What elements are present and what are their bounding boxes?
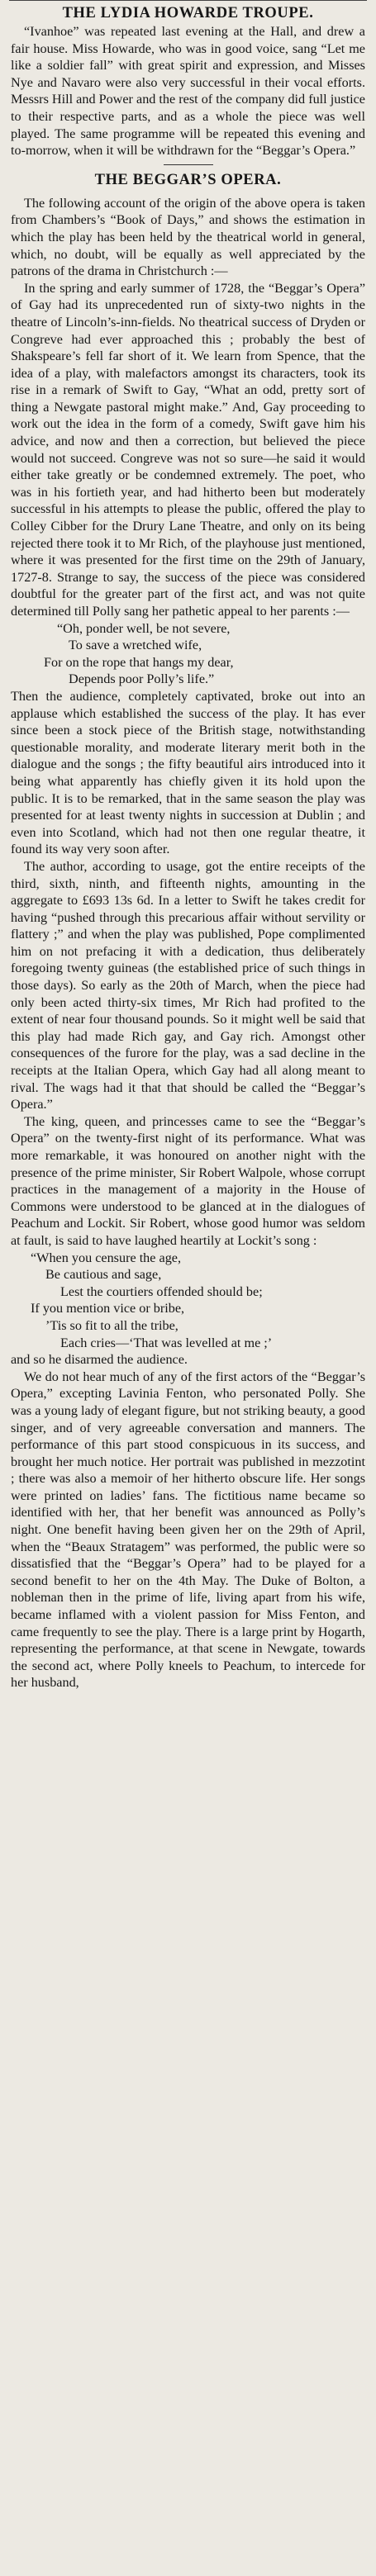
polly-verse <box>11 620 365 688</box>
verse-line: ’Tis so fit to all the tribe, <box>45 1317 178 1333</box>
troupe-paragraph: “Ivanhoe” was repeated last evening at the Hall, and drew a fair house. Miss Howarde, who was in good voice, sang “Let me like a soldier fall” with great spirit and expression, and Misses Nye and Navaro were also very successful in their vocal efforts. Messrs Hill and Power and the rest of the company did full justice to their respective parts, and as a whole the piece was well played. The same programme will be repeated this evening and to-morrow, when it will be withdrawn for the “Beggar’s Opera.” <box>11 24 365 159</box>
verse-line: Be cautious and sage, <box>45 1267 162 1283</box>
intro-paragraph: The following account of the origin of the above opera is taken from Chambers’s “Book of Days,” and shows the estimation in which the play has been held by the theatrical world in general, which, no doubt, will be equally as well appreciated by the patrons of the drama in Christchurch :— <box>11 195 365 279</box>
section-divider <box>164 164 213 165</box>
verse-line: “Oh, ponder well, be not severe, <box>57 620 231 636</box>
verse-line: For on the rope that hangs my dear, <box>44 654 234 670</box>
body-paragraph-4: The king, queen, and princesses came to see the “Beggar’s Opera” on the twenty-first night of its performance. What was more remarkable, it was honoured on another night with the presence of the prime minister, Sir Robert Walpole, whose corrupt practices in the management of a majority in the House of Commons were understood to be glanced at in the dialogues of Peachum and Lockit. Sir Robert, whose good humor was seldom at fault, is said to have laughed heartily at Lockit’s song : <box>11 1113 365 1248</box>
verse-line: Depends poor Polly’s life.” <box>69 671 215 687</box>
verse-line: To save a wretched wife, <box>69 638 202 653</box>
verse-line: If you mention vice or bribe, <box>31 1301 185 1316</box>
verse-line: Each cries—‘That was levelled at me ;’ <box>60 1335 273 1350</box>
body-paragraph-6: We do not hear much of any of the first actors of the “Beggar’s Opera,” excepting Lavinia Fenton, who personated Polly. She was a young lady of elegant figure, but not striking beauty, a good singer, and of very agreeable conversation and manners. The performance of this part stood conspicuous in its success, and brought her much notice. Her portrait was published in mezzotint ; there was also a memoir of her hitherto obscure life. Her songs were printed on ladies’ fans. The fictitious name became so identified with her, that her benefit was announced as Polly’s night. One benefit having been given her on the 29th of April, when the “Beaux Stratagem” was performed, the public were so dissatisfied that the “Beggar’s Opera” had to be played for a second benefit to her on the 4th May. The Duke of Bolton, a nobleman then in the prime of life, living apart from his wife, became inflamed with a violent passion for Miss Fenton, and came frequently to see the play. There is a large print by Hogarth, representing the performance, at that scene in Newgate, towards the second act, where Polly kneels to Peachum, to intercede for her husband, <box>11 1369 365 1691</box>
verse-line: Lest the courtiers offended should be; <box>60 1283 263 1299</box>
article-title-troupe: THE LYDIA HOWARDE TROUPE. <box>62 5 314 21</box>
body-paragraph-2: Then the audience, completely captivated, broke out into an applause which established the success of the play. It has ever since been a stock piece of the British stage, notwithstanding questionable morality, and moderate literary merit both in the dialogue and the songs ; the fifty beautiful airs introduced into it being what apparently has chiefly given it its hold upon the public. It is to be remarked, that in the same season the play was presented for at least twenty nights in succession at Dublin ; and even into Scotland, which had not then one regular theatre, it found its way very soon after. <box>11 688 365 857</box>
article-title-beggars-opera: THE BEGGAR’S OPERA. <box>94 171 282 188</box>
verse-line: “When you censure the age, <box>31 1250 182 1265</box>
body-paragraph-1: In the spring and early summer of 1728, the “Beggar’s Opera” of Gay had its unprecedented run of sixty-two nights in the theatre of Lincoln’s-inn-fields. No theatrical success of Dryden or Congreve had ever approached this ; probably the best of Shakspeare’s fell far short of it. We learn from Spence, that the idea of a play, with malefactors amongst its characters, took its rise in a remark of Swift to Gay, “What an odd, pretty sort of thing a Newgate pastoral might make.” And, Gay proceeding to work out the idea in the form of a comedy, Swift gave him his advice, and now and then a correction, but believed the piece would not succeed. Congreve was not so sure—he said it would either take greatly or be condemned extremely. The poet, who was in his fortieth year, and had hitherto been but moderately successful in his attempts to please the public, offered the play to Colley Cibber for the Drury Lane Theatre, and only on its being rejected there took it to Mr Rich, of the playhouse just mentioned, where it was presented for the first time on the 29th of January, 1727-8. Strange to say, the success of the piece was considered doubtful for the greater part of the first act, and was not quite determined till Polly sang her pathetic appeal to her parents :— <box>11 280 365 619</box>
body-paragraph-3: The author, according to usage, got the entire receipts of the third, sixth, ninth, and fifteenth nights, amounting in the aggregate to £693 13s 6d. In a letter to Swift he takes credit for having “pushed through this precarious affair without servility or flattery ;” and when the play was published, Pope complimented him on not prefacing it with a dedication, thus deliberately foregoing twenty guineas (the established price of such things in those days). So early as the 20th of March, when the piece had only been acted thirty-six times, Mr Rich had profited to the extent of near four thousand pounds. So it might well be said that this play had made Rich gay, and Gay rich. Amongst other consequences of the furore for the play, was a sad decline in the receipts at the Italian Opera, which Gay had all along meant to rival. The wags had it that that should be called the “Beggar’s Opera.” <box>11 858 365 1112</box>
lockit-song-verse <box>11 1250 365 1352</box>
body-paragraph-5: and so he disarmed the audience. <box>11 1352 188 1368</box>
